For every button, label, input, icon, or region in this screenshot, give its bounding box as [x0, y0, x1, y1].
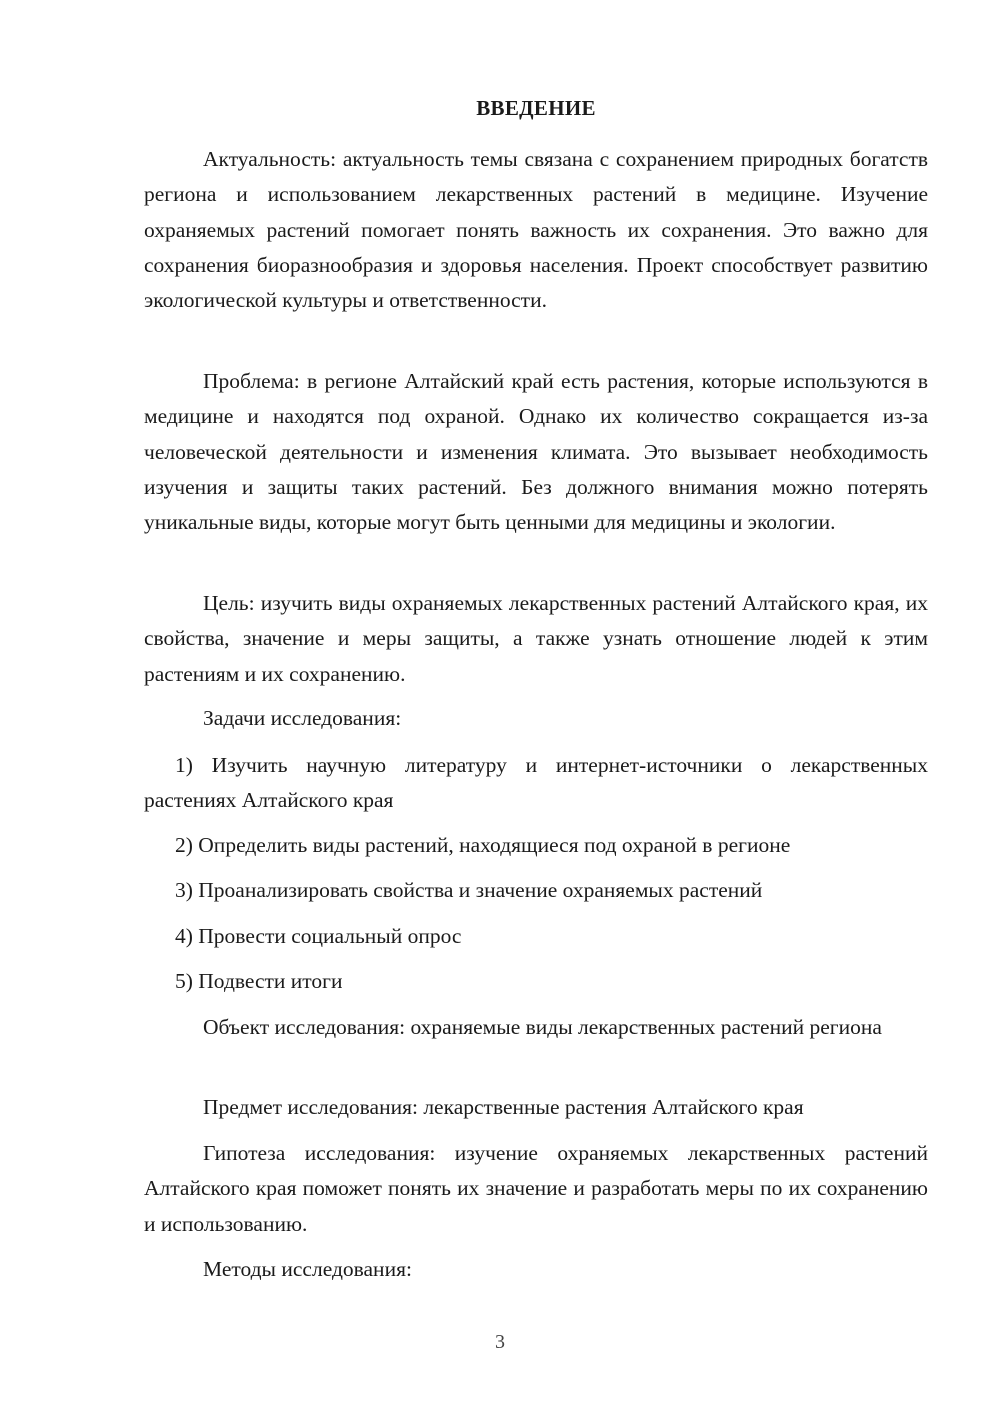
relevance-paragraph: Актуальность: актуальность темы связана с сохранением природных богатств региона и использованием лекарственных растений в медицине. Изучение охраняемых растений помогает понять важность их сохранения. Это важно для сохранения биоразнообразия и здоровья населения. Проект способствует развитию экологической культуры и ответственности.: [144, 147, 928, 313]
goal-paragraph: Цель: изучить виды охраняемых лекарственных растений Алтайского края, их свойства, значение и меры защиты, а также узнать отношение людей к этим растениям и их сохранению.: [144, 591, 928, 686]
task-item-5: 5) Подвести итоги: [175, 969, 343, 993]
methods-heading: Методы исследования:: [203, 1257, 412, 1281]
task-item-2: 2) Определить виды растений, находящиеся под охраной в регионе: [175, 833, 791, 857]
hypothesis-paragraph: Гипотеза исследования: изучение охраняемых лекарственных растений Алтайского края поможет понять их значение и разработать меры по их сохранению и использованию.: [144, 1141, 928, 1236]
page-title: ВВЕДЕНИЕ: [476, 96, 596, 120]
task-item-3: 3) Проанализировать свойства и значение охраняемых растений: [175, 878, 763, 902]
task-item-1: 1) Изучить научную литературу и интернет-источники о лекарственных растениях Алтайского края: [144, 753, 928, 813]
task-item-4: 4) Провести социальный опрос: [175, 924, 462, 948]
page-number: 3: [495, 1331, 505, 1353]
subject-paragraph: Предмет исследования: лекарственные растения Алтайского края: [203, 1095, 804, 1119]
object-paragraph: Объект исследования: охраняемые виды лекарственных растений региона: [203, 1015, 882, 1039]
problem-paragraph: Проблема: в регионе Алтайский край есть растения, которые используются в медицине и находятся под охраной. Однако их количество сокращается из-за человеческой деятельности и изменения климата. Это вызывает необходимость изучения и защиты таких растений. Без должного внимания можно потерять уникальные виды, которые могут быть ценными для медицины и экологии.: [144, 369, 928, 535]
tasks-heading: Задачи исследования:: [203, 706, 402, 730]
